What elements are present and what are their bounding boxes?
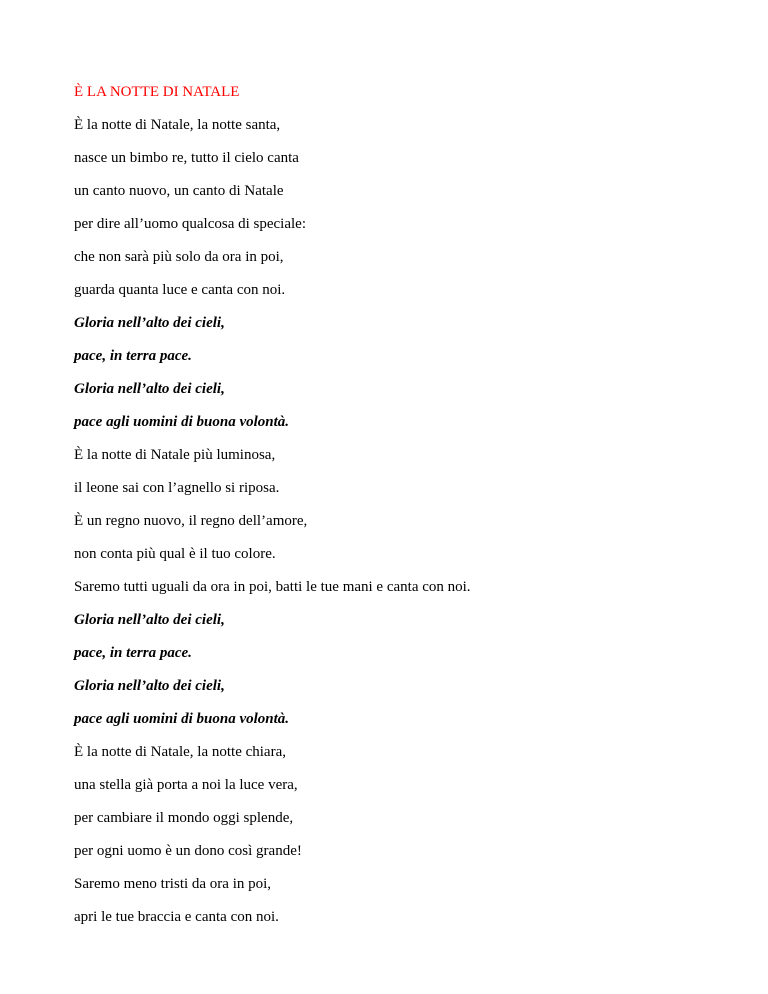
verse-line: un canto nuovo, un canto di Natale <box>74 183 284 199</box>
verse-line: È la notte di Natale più luminosa, <box>74 447 276 463</box>
refrain-line: pace, in terra pace. <box>74 348 192 364</box>
verse-line: Saremo meno tristi da ora in poi, <box>74 876 272 892</box>
refrain-line: Gloria nell’alto dei cieli, <box>74 315 225 331</box>
verse-line: Saremo tutti uguali da ora in poi, batti le tue mani e canta con noi. <box>74 579 471 595</box>
document-page <box>74 83 734 941</box>
refrain-line: pace agli uomini di buona volontà. <box>74 414 290 430</box>
verse-line: che non sarà più solo da ora in poi, <box>74 249 284 265</box>
refrain-line: Gloria nell’alto dei cieli, <box>74 381 225 397</box>
verse-line: È la notte di Natale, la notte santa, <box>74 117 281 133</box>
refrain-line: Gloria nell’alto dei cieli, <box>74 678 225 694</box>
verse-line: È la notte di Natale, la notte chiara, <box>74 744 286 760</box>
verse-line: per ogni uomo è un dono così grande! <box>74 843 302 859</box>
verse-line: È un regno nuovo, il regno dell’amore, <box>74 513 308 529</box>
verse-line: per cambiare il mondo oggi splende, <box>74 810 294 826</box>
verse-line: per dire all’uomo qualcosa di speciale: <box>74 216 306 232</box>
refrain-line: pace, in terra pace. <box>74 645 192 661</box>
verse-line: una stella già porta a noi la luce vera, <box>74 777 298 793</box>
verse-line: guarda quanta luce e canta con noi. <box>74 282 286 298</box>
document-title: È LA NOTTE DI NATALE <box>74 84 240 100</box>
lyrics-body <box>74 116 734 941</box>
verse-line: non conta più qual è il tuo colore. <box>74 546 276 562</box>
verse-line: apri le tue braccia e canta con noi. <box>74 909 279 925</box>
refrain-line: Gloria nell’alto dei cieli, <box>74 612 225 628</box>
verse-line: il leone sai con l’agnello si riposa. <box>74 480 280 496</box>
verse-line: nasce un bimbo re, tutto il cielo canta <box>74 150 299 166</box>
refrain-line: pace agli uomini di buona volontà. <box>74 711 290 727</box>
